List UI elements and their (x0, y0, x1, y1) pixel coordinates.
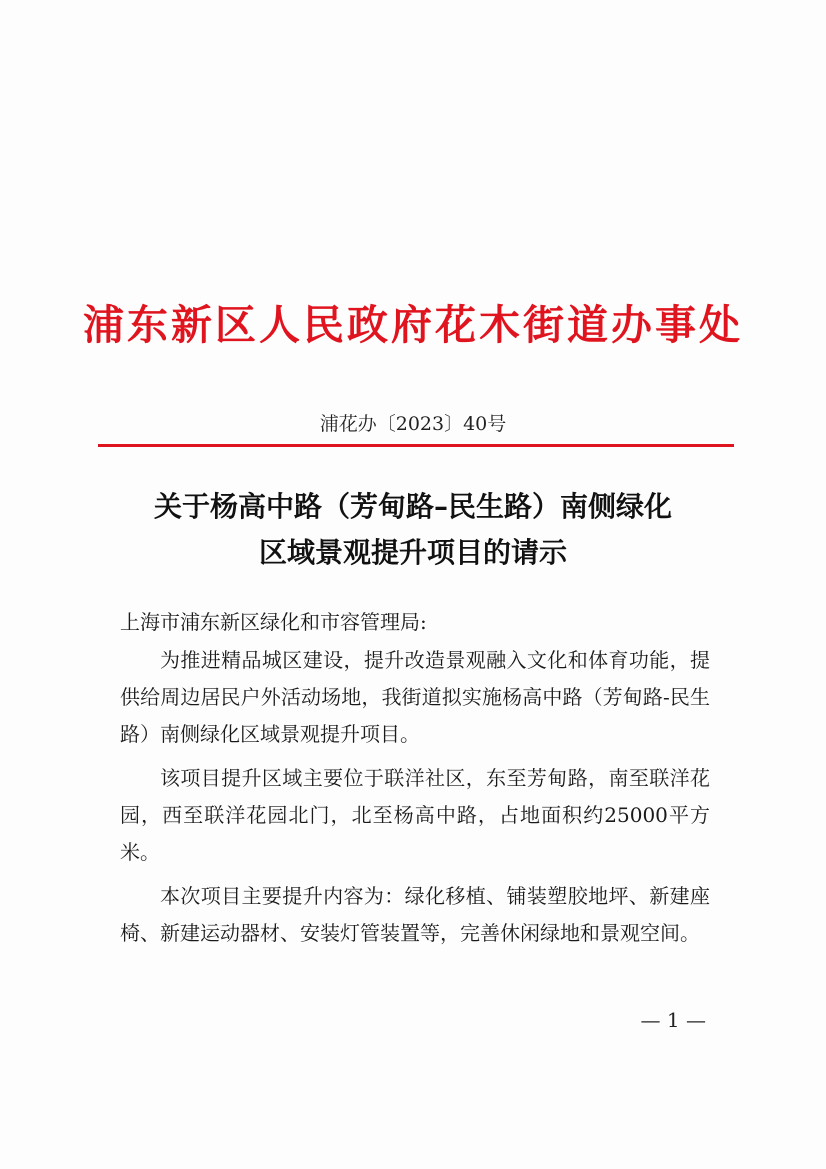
page-number: — 1 — (640, 1008, 706, 1032)
body-paragraph-2: 该项目提升区域主要位于联洋社区，东至芳甸路，南至联洋花园，西至联洋花园北门，北至杨高中路，占地面积约25000平方米。 (120, 766, 710, 864)
document-body (120, 642, 710, 959)
red-divider-line (98, 444, 734, 447)
recipient-line: 上海市浦东新区绿化和市容管理局: (120, 610, 427, 634)
document-number: 浦花办〔2023〕40号 (319, 413, 507, 435)
title-line-1: 关于杨高中路（芳甸路–民生路）南侧绿化 (153, 490, 672, 523)
document-title (0, 484, 826, 576)
issuing-organization-header: 浦东新区人民政府花木街道办事处 (83, 301, 743, 349)
body-paragraph-3: 本次项目主要提升内容为：绿化移植、铺装塑胶地坪、新建座椅、新建运动器材、安装灯管装置等，完善休闲绿地和景观空间。 (120, 884, 710, 945)
title-line-2: 区域景观提升项目的请示 (258, 536, 567, 569)
body-paragraph-1: 为推进精品城区建设，提升改造景观融入文化和体育功能，提供给周边居民户外活动场地，我街道拟实施杨高中路（芳甸路-民生路）南侧绿化区域景观提升项目。 (120, 648, 710, 746)
